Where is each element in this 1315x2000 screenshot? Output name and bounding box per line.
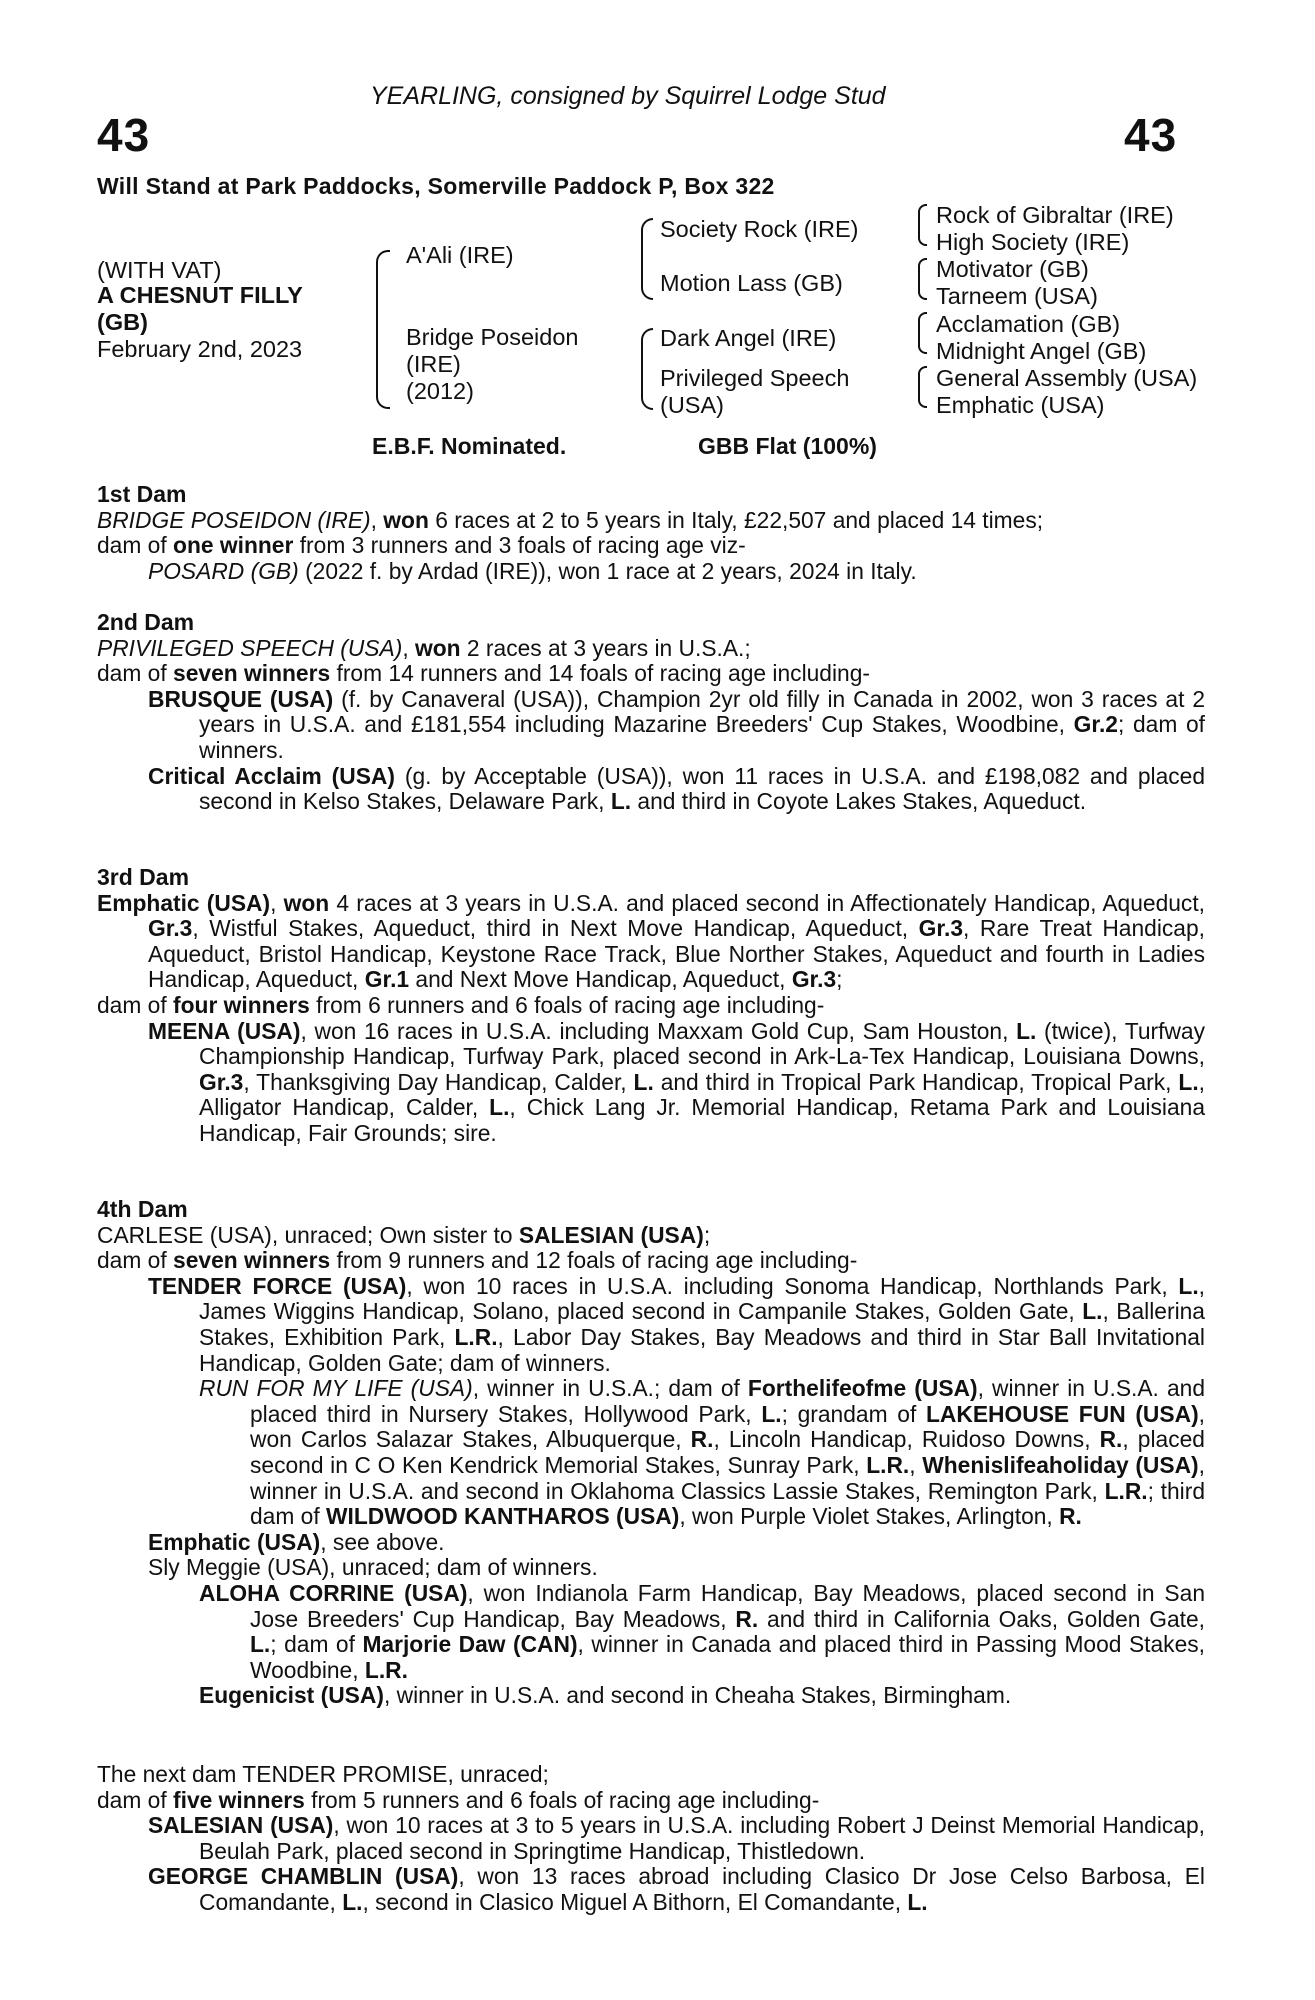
gbb-note: GBB Flat (100%) bbox=[698, 433, 877, 459]
dam1-record: BRIDGE POSEIDON (IRE), won 6 races at 2 to 5 years in Italy, £22,507 and placed 14 times; bbox=[97, 506, 1044, 533]
dam4-produce-sly-meggie: Sly Meggie (USA), unraced; dam of winners. bbox=[148, 1554, 598, 1581]
pedigree-brace-ss bbox=[918, 204, 927, 246]
pedigree-brace-sire bbox=[641, 218, 653, 300]
nextdam-produce-george-chamblin: GEORGE CHAMBLIN (USA), won 13 races abroad including Clasico Dr Jose Celso Barbosa, El Comandante, L., second in Clasico Miguel A Bithorn, El Comandante, L. bbox=[148, 1863, 1205, 1915]
dam4-produce-run-for-my-life: RUN FOR MY LIFE (USA), winner in U.S.A.; dam of Forthelifeofme (USA), winner in U.S.A. and placed third in Nursery Stakes, Hollywood Park, L.; grandam of LAKEHOUSE FUN (USA), won Carlos Salazar Stakes, Albuquerque, R., Lincoln Handicap, Ruidoso Downs, R., placed second in C O Ken Kendrick Memorial Stakes, Sunray Park, L.R., Whenislifeaholiday (USA), winner in U.S.A. and second in Oklahoma Classics Lassie Stakes, Remington Park, L.R.; third dam of WILDWOOD KANTHAROS (USA), won Purple Violet Stakes, Arlington, R. bbox=[199, 1375, 1206, 1530]
pedigree-sire: A'Ali (IRE) bbox=[406, 242, 514, 268]
pedigree-brace-dd bbox=[918, 366, 927, 408]
pedigree-dam-dam-l2: (USA) bbox=[660, 392, 724, 418]
dam4-produce-aloha-corrine: ALOHA CORRINE (USA), won Indianola Farm Handicap, Bay Meadows, placed second in San Jose Breeders' Cup Handicap, Bay Meadows, R. and third in California Oaks, Golden Gate, L.; dam of Marjorie Daw (CAN), winner in Canada and placed third in Passing Mood Stakes, Woodbine, L.R. bbox=[199, 1579, 1205, 1683]
horse-name-line2: (GB) bbox=[97, 309, 148, 335]
dam4-record: CARLESE (USA), unraced; Own sister to SALESIAN (USA); bbox=[97, 1221, 711, 1248]
dam1-produce-posard: POSARD (GB) (2022 f. by Ardad (IRE)), won 1 race at 2 years, 2024 in Italy. bbox=[148, 557, 917, 584]
vat-note: (WITH VAT) bbox=[97, 257, 222, 283]
heading-1st-dam: 1st Dam bbox=[97, 481, 187, 507]
dam4-produce-eugenicist: Eugenicist (USA), winner in U.S.A. and second in Cheaha Stakes, Birmingham. bbox=[199, 1682, 1012, 1709]
dam4-produce-tender-force: TENDER FORCE (USA), won 10 races in U.S.A. including Sonoma Handicap, Northlands Park, L., James Wiggins Handicap, Solano, placed second in Campanile Stakes, Golden Gate, L., Ballerina Stakes, Exhibition Park, L.R., Labor Day Stakes, Bay Meadows and third in Star Ball Invitational Handicap, Golden Gate; dam of winners. bbox=[148, 1272, 1206, 1376]
dam4-produce-emphatic: Emphatic (USA), see above. bbox=[148, 1528, 445, 1555]
pedigree-sss: Rock of Gibraltar (IRE) bbox=[936, 202, 1174, 228]
pedigree-brace-sd bbox=[918, 258, 927, 300]
nextdam-produce-summary: dam of five winners from 5 runners and 6 foals of racing age including- bbox=[97, 1786, 820, 1813]
dam2-produce-brusque: BRUSQUE (USA) (f. by Canaveral (USA)), Champion 2yr old filly in Canada in 2002, won 3 races at 2 years in U.S.A. and £181,554 including Mazarine Breeders' Cup Stakes, Woodbine, Gr.2; dam of winners. bbox=[148, 685, 1205, 763]
stand-location: Will Stand at Park Paddocks, Somerville Paddock P, Box 322 bbox=[97, 173, 775, 199]
section-next-dam bbox=[97, 1762, 1205, 1916]
pedigree-sds: Motivator (GB) bbox=[936, 256, 1089, 282]
lot-number-left: 43 bbox=[97, 109, 151, 161]
heading-3rd-dam: 3rd Dam bbox=[97, 864, 190, 890]
heading-4th-dam: 4th Dam bbox=[97, 1196, 188, 1222]
section-4th-dam bbox=[97, 1197, 1205, 1709]
dam2-record: PRIVILEGED SPEECH (USA), won 2 races at 3 years in U.S.A.; bbox=[97, 634, 751, 661]
dam1-produce-summary: dam of one winner from 3 runners and 3 foals of racing age viz- bbox=[97, 532, 746, 559]
pedigree-dsd: Midnight Angel (GB) bbox=[936, 338, 1147, 364]
pedigree-ssd: High Society (IRE) bbox=[936, 229, 1130, 255]
pedigree-brace-dam bbox=[641, 328, 653, 410]
pedigree-dam-sire: Dark Angel (IRE) bbox=[660, 325, 837, 351]
pedigree-dam-l3: (2012) bbox=[406, 378, 474, 404]
pedigree-dam-l2: (IRE) bbox=[406, 351, 461, 377]
pedigree-dam-l1: Bridge Poseidon bbox=[406, 324, 579, 350]
pedigree-brace-main bbox=[376, 250, 390, 409]
heading-2nd-dam: 2nd Dam bbox=[97, 609, 195, 635]
foaling-date: February 2nd, 2023 bbox=[97, 336, 303, 362]
nextdam-produce-salesian: SALESIAN (USA), won 10 races at 3 to 5 years in U.S.A. including Robert J Deinst Memorial Handicap, Beulah Park, placed second in Springtime Handicap, Thistledown. bbox=[148, 1812, 1206, 1864]
dam2-produce-critical-acclaim: Critical Acclaim (USA) (g. by Acceptable (USA)), won 11 races in U.S.A. and £198,082 and placed second in Kelso Stakes, Delaware Park, L. and third in Coyote Lakes Stakes, Aqueduct. bbox=[148, 762, 1206, 815]
section-1st-dam bbox=[97, 482, 1205, 584]
dam4-produce-summary: dam of seven winners from 9 runners and 12 foals of racing age including- bbox=[97, 1247, 858, 1274]
lot-number-right: 43 bbox=[1124, 109, 1178, 161]
dam3-produce-summary: dam of four winners from 6 runners and 6 foals of racing age including- bbox=[97, 991, 825, 1018]
pedigree-ddd: Emphatic (USA) bbox=[936, 392, 1105, 418]
pedigree-sire-sire: Society Rock (IRE) bbox=[660, 216, 859, 242]
pedigree-dds: General Assembly (USA) bbox=[936, 365, 1198, 391]
pedigree-brace-ds bbox=[918, 312, 927, 354]
dam3-record: Emphatic (USA), won 4 races at 3 years in U.S.A. and placed second in Affectionately Handicap, Aqueduct, Gr.3, Wistful Stakes, Aqueduct, third in Next Move Handicap, Aqueduct, Gr.3, Rare Treat Handicap, Aqueduct, Bristol Handicap, Keystone Race Track, Blue Norther Stakes, Aqueduct and fourth in Ladies Handicap, Aqueduct, Gr.1 and Next Move Handicap, Aqueduct, Gr.3; bbox=[97, 889, 1205, 993]
ebf-note: E.B.F. Nominated. bbox=[372, 433, 567, 459]
section-3rd-dam bbox=[97, 865, 1205, 1147]
pedigree-dam-dam-l1: Privileged Speech bbox=[660, 365, 850, 391]
horse-name-line1: A CHESNUT FILLY bbox=[97, 282, 303, 308]
dam3-produce-meena: MEENA (USA), won 16 races in U.S.A. including Maxxam Gold Cup, Sam Houston, L. (twice), Turfway Championship Handicap, Turfway Park, placed second in Ark-La-Tex Handicap, Louisiana Downs, Gr.3, Thanksgiving Day Handicap, Calder, L. and third in Tropical Park Handicap, Tropical Park, L., Alligator Handicap, Calder, L., Chick Lang Jr. Memorial Handicap, Retama Park and Louisiana Handicap, Fair Grounds; sire. bbox=[148, 1017, 1205, 1146]
pedigree-dss: Acclamation (GB) bbox=[936, 311, 1121, 337]
pedigree-sire-dam: Motion Lass (GB) bbox=[660, 270, 843, 296]
nextdam-record: The next dam TENDER PROMISE, unraced; bbox=[97, 1761, 549, 1787]
consignment-line: YEARLING, consigned by Squirrel Lodge Stud bbox=[370, 82, 886, 110]
pedigree-sdd: Tarneem (USA) bbox=[936, 283, 1098, 309]
dam2-produce-summary: dam of seven winners from 14 runners and 14 foals of racing age including- bbox=[97, 660, 871, 687]
section-2nd-dam bbox=[97, 610, 1205, 815]
